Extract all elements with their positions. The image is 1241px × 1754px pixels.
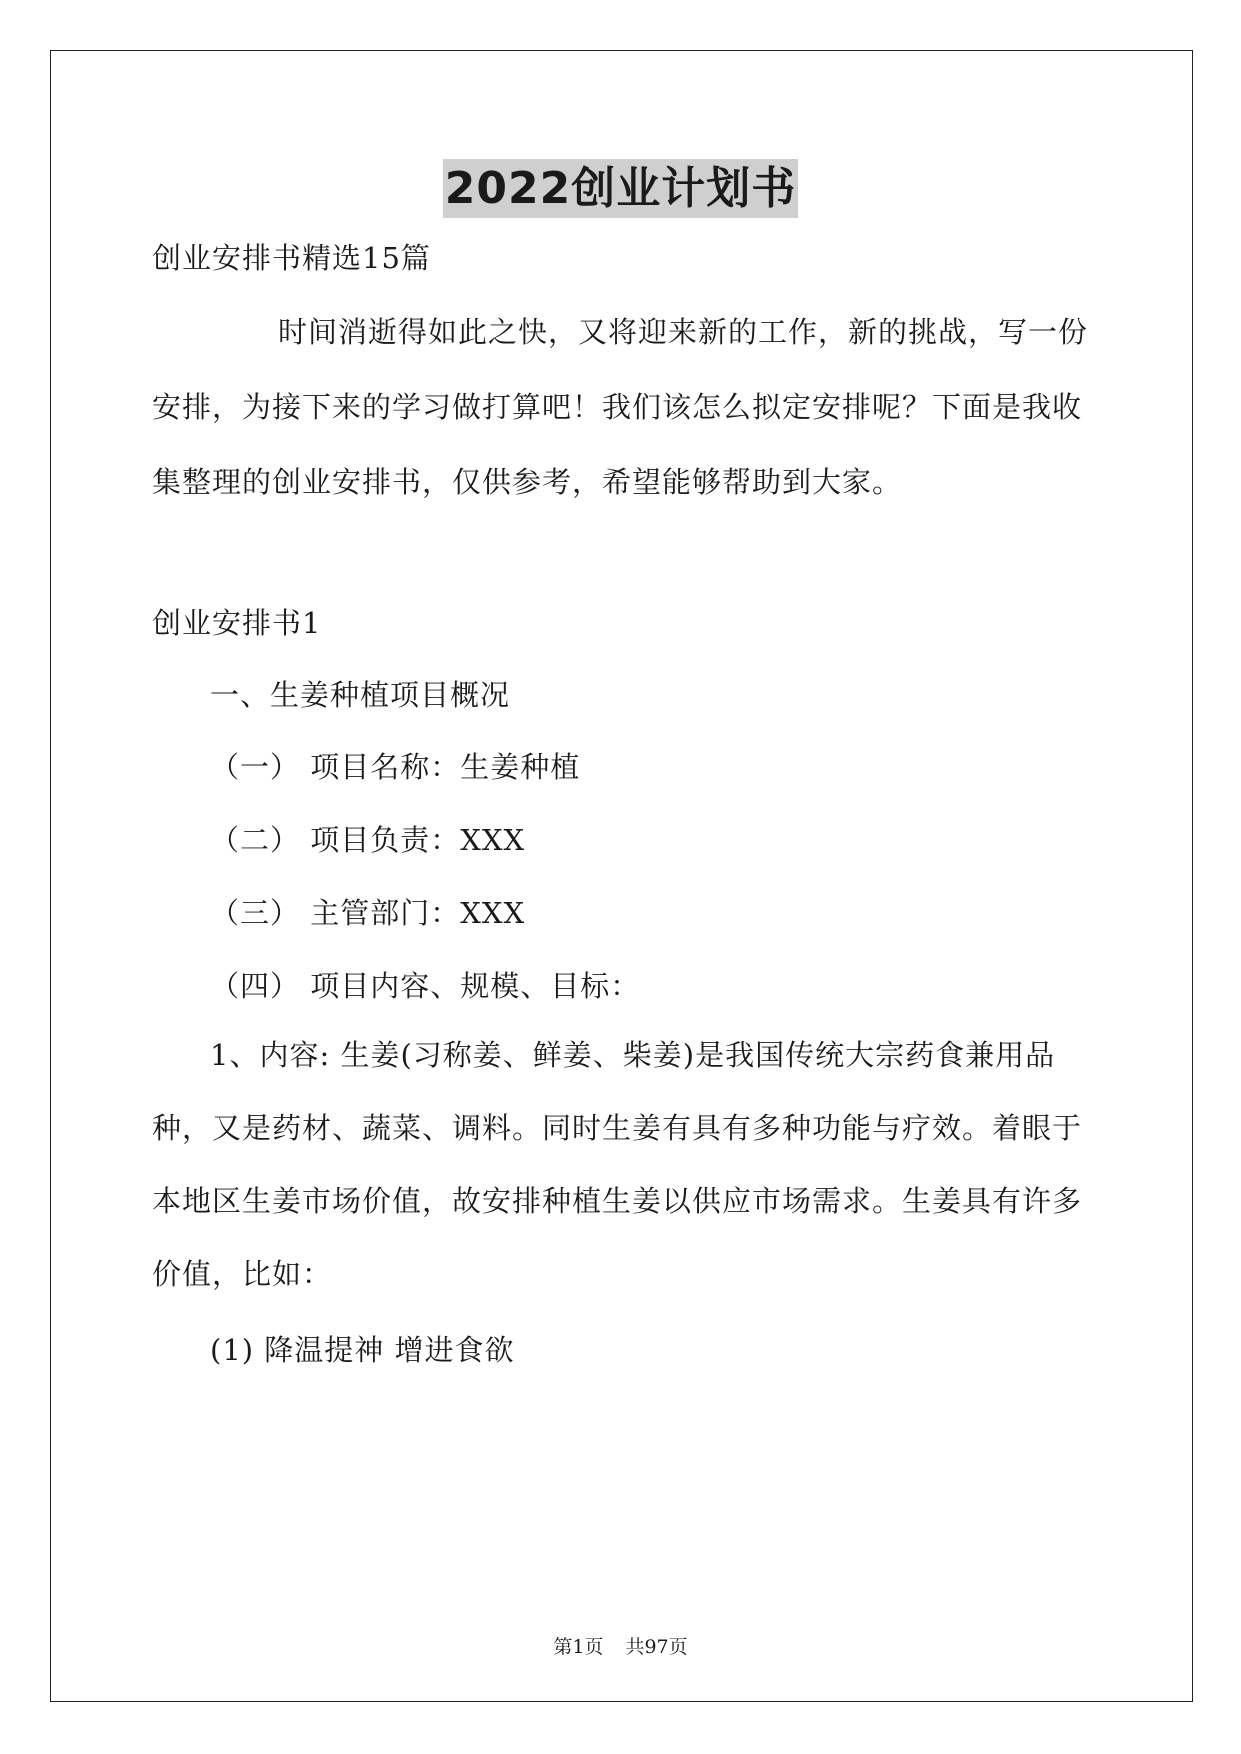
- benefit-line: (1) 降温提神 增进食欲: [210, 1333, 515, 1367]
- document-title-container: [0, 152, 1241, 216]
- section-heading: 创业安排书1: [152, 606, 322, 640]
- page-footer: [0, 1632, 1241, 1659]
- content-paragraph: 1、内容: 生姜(习称姜、鲜姜、柴姜)是我国传统大宗药食兼用品种，又是药材、蔬菜、调料。同时生姜有具有多种功能与疗效。着眼于本地区生姜市场价值，故安排种植生姜以供应市场需求。生姜具有许多价值，比如：: [152, 1038, 1083, 1291]
- outline-line: （四） 项目内容、规模、目标：: [210, 969, 641, 1003]
- intro-paragraph: 时间消逝得如此之快，又将迎来新的工作，新的挑战，写一份安排，为接下来的学习做打算吧！我们该怎么拟定安排呢？下面是我收集整理的创业安排书，仅供参考，希望能够帮助到大家。: [152, 315, 1089, 499]
- outline-line: 一、生姜种植项目概况: [210, 678, 511, 712]
- document-title: 2022创业计划书: [443, 159, 798, 218]
- outline-line: （二） 项目负责：XXX: [210, 823, 526, 857]
- subtitle: 创业安排书精选15篇: [152, 241, 431, 275]
- page-total: 共97页: [625, 1636, 688, 1658]
- outline-line: （一） 项目名称：生姜种植: [210, 750, 581, 784]
- outline-line: （三） 主管部门：XXX: [210, 896, 526, 930]
- page-number: 第1页: [553, 1636, 604, 1658]
